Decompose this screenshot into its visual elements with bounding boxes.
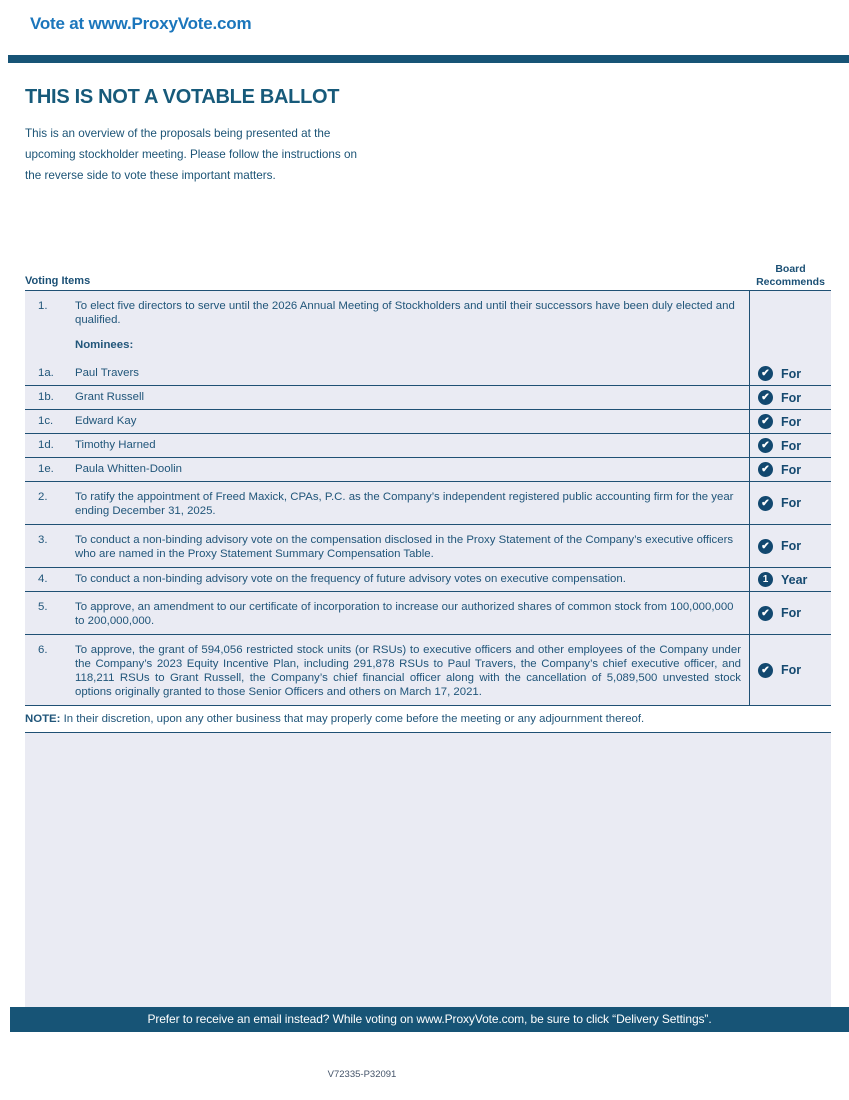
recommendation-cell: [749, 458, 831, 481]
item-cell: [25, 362, 749, 385]
voting-item-row: [25, 410, 831, 434]
item-text-wrap: [75, 366, 741, 380]
item-number: 2.: [38, 491, 48, 503]
item-number: 1.: [38, 300, 48, 312]
voting-item-row: [25, 291, 831, 362]
item-text-wrap: [75, 438, 741, 452]
empty-shaded-region: [25, 733, 831, 1016]
item-text-wrap: [75, 490, 741, 518]
recommendation-label: For: [781, 438, 802, 453]
header-divider-bar: [8, 55, 849, 63]
footer-banner: Prefer to receive an email instead? While voting on www.ProxyVote.com, be sure to click “Delivery Settings”.: [10, 1007, 849, 1032]
recommendation: [750, 366, 801, 381]
proxyvote-header-link: Vote at www.ProxyVote.com: [30, 14, 252, 33]
recommendation-cell: [749, 525, 831, 567]
document-code: V72335-P32091: [327, 1069, 397, 1080]
recommendation: [750, 414, 801, 429]
voting-item-row: [25, 482, 831, 525]
voting-item-row: [25, 458, 831, 482]
nominees-label: Nominees:: [75, 339, 134, 351]
item-text: To approve, the grant of 594,056 restricted stock units (or RSUs) to executive officers and other employees of the Company under the Company’s 2023 Equity Incentive Plan, including 291,878 RSUs to Paul Travers, the Company’s chief executive officer, and 118,211 RSUs to Grant Russell, the Company’s chief financial officer along with the cancellation of 5,089,500 unvested stock options originally granted to those Senior Officers and others on March 17, 2021.: [75, 644, 741, 698]
recommendation-label: For: [781, 496, 802, 510]
item-text: Timothy Harned: [75, 439, 156, 451]
recommendation-label: For: [781, 462, 802, 477]
recommendation: [750, 572, 807, 587]
recommendation: [750, 462, 801, 477]
page-title: THIS IS NOT A VOTABLE BALLOT: [25, 86, 340, 108]
voting-item-row: [25, 386, 831, 410]
item-cell: [25, 592, 749, 634]
checkmark-icon: ✔: [758, 663, 773, 678]
note-text: In their discretion, upon any other business that may properly come before the meeting or any adjournment thereof.: [60, 713, 645, 725]
item-text: To approve, an amendment to our certificate of incorporation to increase our authorized shares of common stock from 100,000,000 to 200,000,000.: [75, 601, 734, 627]
item-number: 5.: [38, 601, 48, 613]
item-text-wrap: [75, 533, 741, 561]
voting-rows: [25, 291, 831, 706]
item-number: 1a.: [38, 367, 54, 379]
intro-paragraph: [25, 123, 357, 186]
recommendation-cell: [749, 635, 831, 705]
item-text: Edward Kay: [75, 415, 137, 427]
checkmark-icon: ✔: [758, 438, 773, 453]
board-recommends-line-1: Board: [775, 263, 806, 275]
checkmark-icon: ✔: [758, 539, 773, 554]
voting-item-row: [25, 434, 831, 458]
recommendation-cell: [749, 592, 831, 634]
checkmark-icon: ✔: [758, 390, 773, 405]
recommendation-cell: [749, 482, 831, 524]
item-cell: [25, 568, 749, 591]
item-text: To ratify the appointment of Freed Maxick, CPAs, P.C. as the Company’s independent registered public accounting firm for the year ending December 31, 2025.: [75, 491, 734, 517]
voting-item-row: [25, 592, 831, 635]
recommendation-cell: [749, 386, 831, 409]
item-cell: [25, 291, 749, 362]
item-number: 3.: [38, 534, 48, 546]
item-text: Paula Whitten-Doolin: [75, 463, 182, 475]
note-row: [25, 706, 831, 733]
voting-items-table: [25, 290, 831, 1016]
recommendation-label: For: [781, 539, 802, 553]
voting-item-row: [25, 362, 831, 386]
item-cell: [25, 635, 749, 705]
item-text-wrap: [75, 600, 741, 628]
item-text-wrap: [75, 643, 741, 699]
item-number: 1c.: [38, 415, 54, 427]
one-circle-icon: 1: [758, 572, 773, 587]
intro-line-3: the reverse side to vote these important matters.: [25, 169, 276, 182]
item-cell: [25, 386, 749, 409]
item-number: 1e.: [38, 463, 54, 475]
item-number: 1b.: [38, 391, 54, 403]
voting-item-row: [25, 568, 831, 592]
item-number: 6.: [38, 644, 48, 656]
item-number: 4.: [38, 573, 48, 585]
item-text: To conduct a non-binding advisory vote on the frequency of future advisory votes on executive compensation.: [75, 573, 626, 585]
recommendation: [750, 663, 801, 678]
item-text: To elect five directors to serve until the 2026 Annual Meeting of Stockholders and until their successors have been duly elected and qualified.: [75, 300, 735, 326]
item-cell: [25, 434, 749, 457]
recommendation: [750, 539, 801, 554]
table-header: [25, 256, 831, 290]
checkmark-icon: ✔: [758, 462, 773, 477]
item-cell: [25, 458, 749, 481]
voting-items-column-header: Voting Items: [25, 275, 91, 287]
item-text-wrap: [75, 414, 741, 428]
checkmark-icon: ✔: [758, 606, 773, 621]
voting-item-row: [25, 635, 831, 706]
recommendation: [750, 438, 801, 453]
recommendation-cell: [749, 291, 831, 362]
recommendation-cell: [749, 434, 831, 457]
recommendation-cell: [749, 568, 831, 591]
checkmark-icon: ✔: [758, 414, 773, 429]
item-cell: [25, 410, 749, 433]
recommendation-label: For: [781, 606, 802, 620]
recommendation: [750, 390, 801, 405]
recommendation-label: For: [781, 414, 802, 429]
intro-line-1: This is an overview of the proposals being presented at the: [25, 127, 331, 140]
note-label: NOTE:: [25, 713, 61, 725]
item-cell: [25, 525, 749, 567]
item-text-wrap: [75, 572, 741, 586]
item-text: Paul Travers: [75, 367, 139, 379]
voting-item-row: [25, 525, 831, 568]
recommendation: [750, 606, 801, 621]
item-cell: [25, 482, 749, 524]
board-recommends-column-header: [750, 263, 831, 288]
recommendation-cell: [749, 362, 831, 385]
recommendation-label: For: [781, 366, 802, 381]
checkmark-icon: ✔: [758, 366, 773, 381]
board-recommends-line-2: Recommends: [756, 275, 825, 288]
item-text: To conduct a non-binding advisory vote on the compensation disclosed in the Proxy Statement of the Company’s executive officers who are named in the Proxy Statement Summary Compensation Table.: [75, 534, 734, 560]
recommendation-cell: [749, 410, 831, 433]
checkmark-icon: ✔: [758, 496, 773, 511]
recommendation: [750, 496, 801, 511]
item-text-wrap: [75, 299, 741, 356]
item-text-wrap: [75, 462, 741, 476]
item-text-wrap: [75, 390, 741, 404]
item-text: Grant Russell: [75, 391, 145, 403]
intro-line-2: upcoming stockholder meeting. Please follow the instructions on: [25, 148, 357, 161]
recommendation-label: For: [781, 663, 802, 677]
recommendation-label: Year: [781, 572, 808, 587]
recommendation-label: For: [781, 390, 802, 405]
item-number: 1d.: [38, 439, 54, 451]
